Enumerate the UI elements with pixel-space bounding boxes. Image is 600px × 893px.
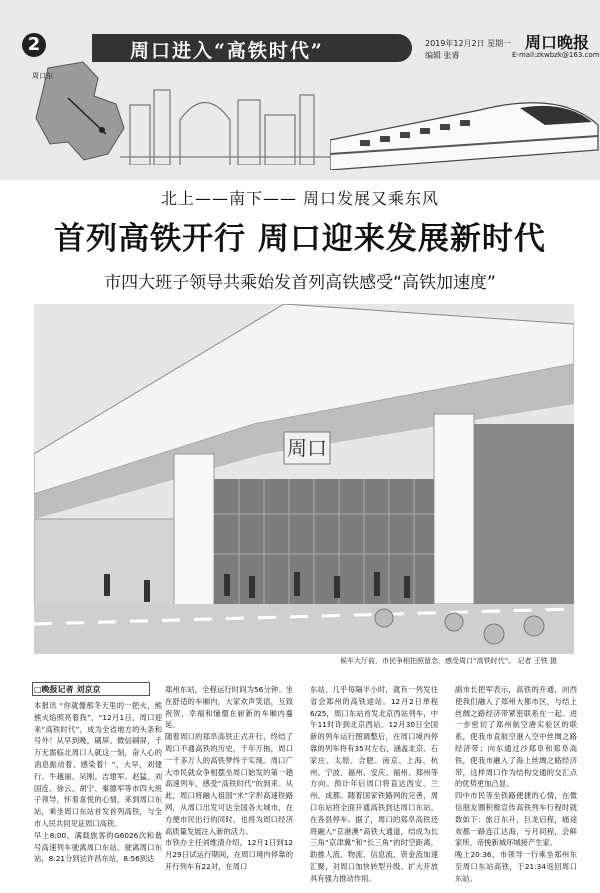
city-skyline-illustration [120, 65, 340, 165]
header-banner [0, 0, 600, 180]
article-column-3: 东站，几乎每隔半小时，就有一列发往省会郑州的高铁途站。12月2日单程6/25，周口东站首发北京西站列车，中午11时许到北京西站。12月30日全国新的列车运行图调整后，在周口境内停靠的列车将有35对左右，涵盖北京、石家庄、太原、合肥、南京、上海、杭州、宁波、福州、安庆、福州、郑州等方向。预计年后周口将直达西安、兰州、成都。随着国家铁路网的完善，周口东站将全面开通高铁到达周口东站。在各县停车。据了，周口的郑阜高铁还将融入“京港澳”高铁大通道，结成为长三角“京津冀”和“长三角”的时空距离，助推人流、物流、信息流、资金流加速汇聚，对周口加快转型升级、扩大开放具有强力推动作用。 [310, 685, 438, 883]
page-number: 2 [22, 33, 46, 57]
date-line: 2019年12月2日 星期一 [425, 39, 512, 48]
section-title: 周口进入“高铁时代” [130, 40, 324, 62]
map-label: 周口东 [32, 72, 53, 80]
newspaper-logo: 周口晚报 [525, 33, 590, 52]
masthead-meta [425, 38, 511, 62]
byline: □晚报记者 刘京京 [34, 685, 101, 694]
main-headline: 首列高铁开行 周口迎来发展新时代 [54, 221, 546, 257]
kicker-headline: 北上——南下—— 周口发展又乘东风 [160, 189, 440, 208]
high-speed-train-illustration [330, 70, 600, 170]
henan-map-icon [28, 58, 138, 166]
station-sign: 周口 [287, 436, 327, 460]
sub-headline: 市四大班子领导共乘始发首列高铁感受“高铁加速度” [104, 273, 496, 293]
masthead-email: E-mail:zkwbzk@163.com [512, 51, 600, 59]
railway-station-illustration [34, 304, 574, 654]
article-column-2: 郑州东站，全程运行时间为56分钟。坐在舒适的车厢内，大家欢声笑语，互致祝贺，幸福和憧憬在崭新的车厢内蔓延。 随着周口的郑阜高铁正式开行，终结了周口不通高铁的历史，千年万拖，周口一千多万人的高铁梦终于实现。周口广大市民就众争相摆坐周口始发的第一趟高速列车，感受“高铁时代”的到来。从此，周口将融入祖国“米”字形高速铁路网，从周口出发可达全国各大城市，在方便市民出行的同时，也将为周口经济高质量发展注入新的活力。 市铁办主任刘维清介绍，12月1日到12月29日试运行期间，在周口境内停靠的开行列车有22对，在周口 [165, 685, 293, 871]
photo-caption: 候车大厅前，市民争相拍照留念，感受周口“高铁时代”。 记者 王铁 摄 [340, 657, 557, 665]
station-photo [34, 304, 574, 654]
editor-line: 编辑 张睿 [425, 51, 460, 60]
article-column-4: 副市长把军表示，高铁的开通，向西使我们融入了郑州大都市区，与结上丝绸之路经济带紧密联系在一起。进一步密切了郑州航空港实验区的联系，使我市直航空港入空中丝绸之路经济带；向东通过沙郑阜和郑阜高铁，使我市融入了海上丝绸之路经济带，这样周口作为结构交通的交汇点的优势更加凸显。 四中市民等坐铁路便捷的心情，在微信朋友圈积极宣传高铁列车行程时就数如下：旅日东升，巨龙启程，痛途欢都一路连江达海，亏月同程，会鲜家所，帝挽新城环城接产生家。 晚上20:36，市领导一行乘坐郑州东至周口东站高铁，于21:34返回周口东站。 [455, 685, 577, 883]
article-column-1: 本报讯 “你就像那冬天里的一把火，熊熊火焰照亮着我”，“12月1日，周口迎来“高铁时代”，成为全省地方的头条和号外！从早到晚，刷屏、微信刷屏，千万无需临北周口人就这一刻，奋人心的消息振动着、感染着！”，大早，刘建行、牛越丽、吴刚、吉建军、赵猛、刘国连、徐云、胡宁、秦德军等市四大班子领导，怀着喜悦的心情，来到周口东站，乘坐周口东站首发首列高铁，与全市人民共同见证周口高铁。 早上8:00，满载旅客的G6026次和谐号高速列车驶离周口东站。驶离周口东站，8:21分到达许昌东站，8:56到达 [34, 701, 162, 864]
